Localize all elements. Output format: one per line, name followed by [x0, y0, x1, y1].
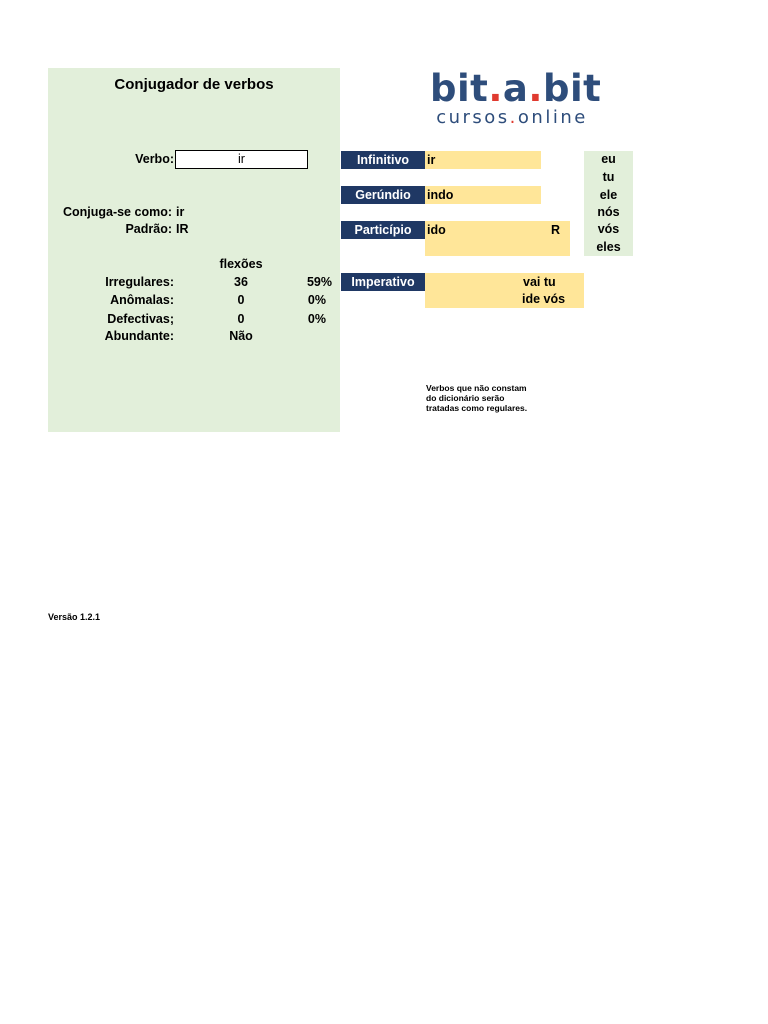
version-label: Versão 1.2.1	[48, 612, 101, 622]
participio-value: ido	[427, 223, 446, 237]
logo-wordmark: bit.a.bit	[430, 67, 602, 110]
note-line: tratadas como regulares.	[426, 403, 528, 413]
stat-label: Defectivas;	[107, 312, 174, 326]
conjuga-value: ir	[176, 205, 185, 219]
stat-count: Não	[229, 329, 253, 343]
stat-pct: 0%	[307, 293, 326, 307]
stat-count: 0	[237, 312, 245, 326]
pronoun-item: nós	[597, 205, 620, 219]
pronoun-item: eu	[601, 152, 616, 166]
stat-count: 36	[234, 275, 248, 289]
imperativo-box	[425, 273, 584, 308]
padrao-value: IR	[176, 222, 189, 236]
note-line: Verbos que não constam	[426, 383, 527, 393]
gerundio-label: Gerúndio	[341, 186, 425, 204]
conjugator-panel	[48, 68, 340, 432]
imperativo-line: vai tu	[523, 275, 556, 289]
verbo-label: Verbo:	[135, 152, 174, 166]
participio-flag: R	[551, 223, 561, 237]
stat-pct: 0%	[307, 312, 326, 326]
note-line: do dicionário serão	[426, 393, 505, 403]
bitabit-logo	[430, 67, 602, 128]
participio-box	[425, 221, 570, 256]
stat-label: Anômalas:	[110, 293, 174, 307]
imperativo-label: Imperativo	[341, 273, 425, 291]
stats-header: flexões	[219, 257, 263, 271]
stat-label: Abundante:	[104, 329, 174, 343]
infinitivo-value: ir	[425, 151, 541, 169]
participio-label: Particípio	[341, 221, 425, 239]
verbo-input[interactable]: ir	[175, 150, 308, 169]
padrao-label: Padrão:	[125, 222, 172, 236]
imperativo-line: ide vós	[522, 292, 566, 306]
stat-count: 0	[237, 293, 245, 307]
logo-subtitle: cursos.online	[436, 107, 588, 128]
stat-pct: 59%	[306, 275, 332, 289]
infinitivo-label: Infinitivo	[341, 151, 425, 169]
pronoun-item: tu	[602, 170, 615, 184]
pronoun-item: vós	[597, 222, 620, 236]
dictionary-note	[426, 383, 546, 413]
pronoun-item: eles	[596, 240, 621, 254]
page-title: Conjugador de verbos	[114, 76, 274, 93]
pronoun-item: ele	[599, 188, 618, 202]
conjuga-label: Conjuga-se como:	[62, 205, 172, 219]
stat-label: Irregulares:	[105, 275, 174, 289]
gerundio-value: indo	[425, 186, 541, 204]
